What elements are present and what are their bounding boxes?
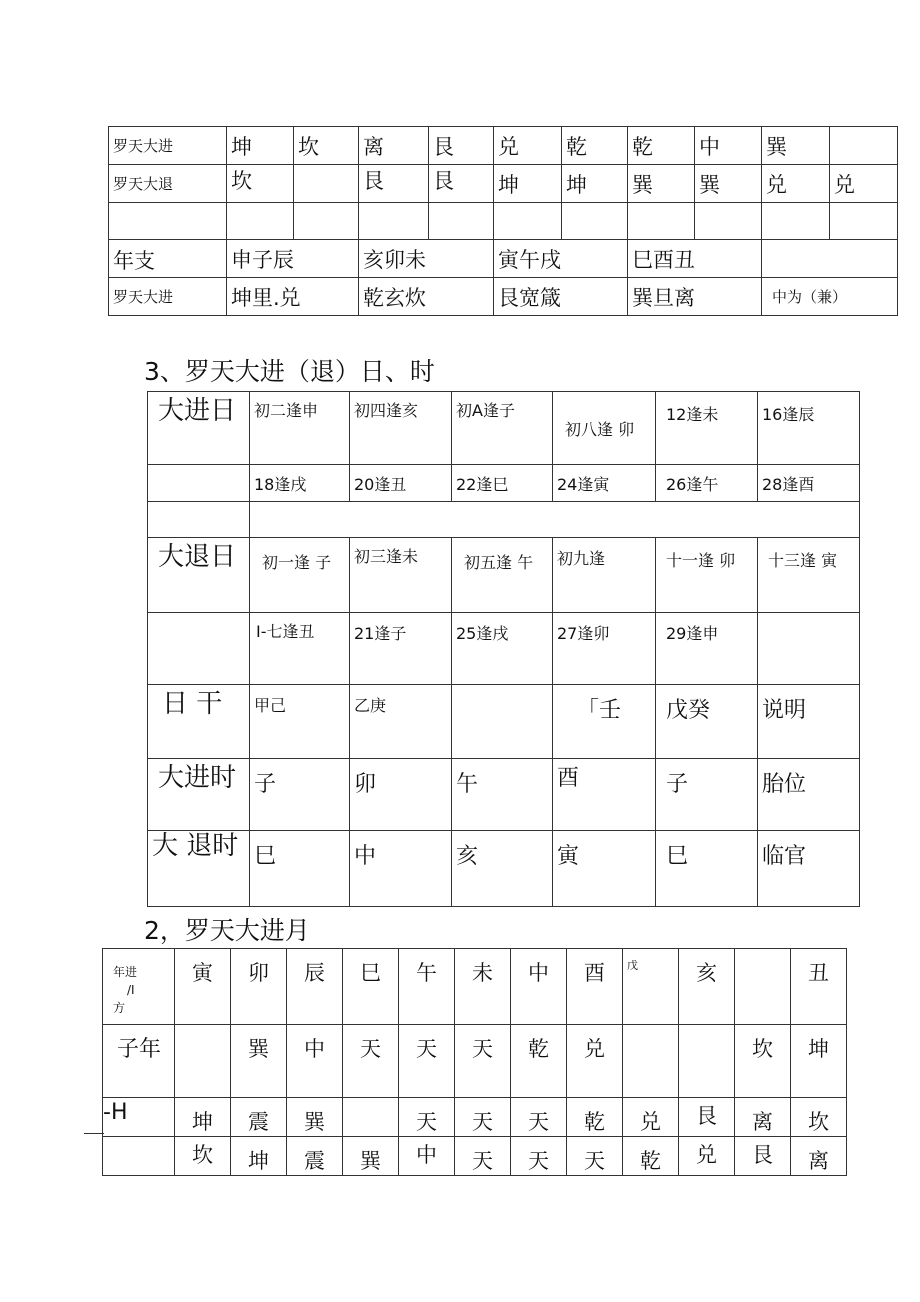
cell: 巽 [343,1137,399,1176]
cell: I-七逢丑 [250,613,350,685]
empty-cell [148,502,250,538]
cell: 中 [350,831,452,907]
jin-ri-row-2 [148,465,860,502]
cell: 戊癸 [656,685,758,759]
cell: 初一逢 子 [250,538,350,613]
cell: 巽旦离 [628,278,762,316]
cell: 天 [567,1137,623,1176]
cell: 12逢未 [656,392,758,465]
cell: 艮 [429,127,494,165]
tui-ri-label: 大退日 [148,538,250,613]
cell: 震 [287,1137,343,1176]
cell: 坤里.兑 [227,278,359,316]
cell [762,240,898,278]
cell: 20逢丑 [350,465,452,502]
section3-heading: 3、罗天大进（退）日、时 [144,357,435,386]
ri-gan-row [148,685,860,759]
table1-row-jin [109,127,898,165]
cell: 离 [791,1137,847,1176]
cell: 坎 [227,165,294,203]
cell: 天 [511,1137,567,1176]
cell: 乾玄炊 [359,278,494,316]
cell: 22逢巳 [452,465,553,502]
row-label: 罗天大退 [109,165,227,203]
cell: 巽 [762,127,830,165]
corner-line: 年进 [113,965,138,979]
empty-cell [109,203,227,240]
cell: 寅午戌 [494,240,628,278]
cell: 临官 [758,831,860,907]
cell: 巽 [231,1025,287,1098]
cell [830,127,898,165]
cell: 乾 [567,1098,623,1137]
tui-shi-row [148,831,860,907]
tui-ri-row-1 [148,538,860,613]
cell: 21逢子 [350,613,452,685]
cell: 巳酉丑 [628,240,762,278]
row-4 [103,1137,847,1176]
cell: 坤 [494,165,562,203]
cell: 中 [287,1025,343,1098]
cell: 初三逢未 [350,538,452,613]
cell [679,1025,735,1098]
month-cell: 未 [455,949,511,1025]
cell: 28逢酉 [758,465,860,502]
cell: 初八逢 卯 [553,392,656,465]
month-cell: 中 [511,949,567,1025]
cell: 坎 [294,127,359,165]
tui-ri-row-2 [148,613,860,685]
cell: 申子辰 [227,240,359,278]
cell: 中为（兼） [762,278,898,316]
empty-cell [294,203,359,240]
cell: 艮 [359,165,429,203]
cell: 26逢午 [656,465,758,502]
cell: 午 [452,759,553,831]
spacer-row [148,502,860,538]
cell: 天 [455,1137,511,1176]
cell: 巳 [656,831,758,907]
jin-shi-row [148,759,860,831]
cell: 酉 [553,759,656,831]
jin-ri-row-1 [148,392,860,465]
corner-cell [103,949,175,1025]
cell: 说明 [758,685,860,759]
cell [343,1098,399,1137]
cell: 坎 [791,1098,847,1137]
cell: 坤 [175,1098,231,1137]
cell: 27逢卯 [553,613,656,685]
cell: 震 [231,1098,287,1137]
cell: 十一逢 卯 [656,538,758,613]
month-cell: 午 [399,949,455,1025]
cell: 亥 [452,831,553,907]
cell: 巳 [250,831,350,907]
cell: 艮 [429,165,494,203]
empty-cell [762,203,830,240]
empty-cell [628,203,695,240]
ri-gan-label: 日 干 [148,685,250,759]
cell: 兑 [830,165,898,203]
empty-cell [250,502,860,538]
cell: 乾 [562,127,628,165]
luotian-bagua-table [108,126,898,316]
cell: 「壬 [553,685,656,759]
cell: 艮 [735,1137,791,1176]
month-cell: 丑 [791,949,847,1025]
cell [452,685,553,759]
table1-row-nianzhi [109,240,898,278]
empty-cell [429,203,494,240]
jin-ri-label: 大进日 [148,392,250,465]
cell: 初九逢 [553,538,656,613]
cell: 子 [250,759,350,831]
row-3 [103,1098,847,1137]
cell [175,1025,231,1098]
divider-line [84,1133,104,1134]
empty-cell [562,203,628,240]
cell: 坤 [227,127,294,165]
year-label: 子年 [103,1025,175,1098]
cell: 寅 [553,831,656,907]
cell: 天 [511,1098,567,1137]
empty-cell [830,203,898,240]
cell: 18逢戌 [250,465,350,502]
cell: 初四逢亥 [350,392,452,465]
month-cell: 寅 [175,949,231,1025]
cell: 天 [343,1025,399,1098]
month-cell: 卯 [231,949,287,1025]
jin-month-table [102,948,847,1176]
cell: 甲己 [250,685,350,759]
row-label: 罗天大进 [109,127,227,165]
cell: 十三逢 寅 [758,538,860,613]
cell: 卯 [350,759,452,831]
cell: 子 [656,759,758,831]
cell: 29逢申 [656,613,758,685]
month-header-row [103,949,847,1025]
cell: 初五逢 午 [452,538,553,613]
corner-line: 方 [113,1001,126,1015]
jin-shi-label: 大进时 [148,759,250,831]
empty-cell [359,203,429,240]
empty-cell [494,203,562,240]
cell: 兑 [679,1137,735,1176]
cell: 天 [399,1025,455,1098]
cell: 坤 [231,1137,287,1176]
cell: 中 [399,1137,455,1176]
cell: 乾 [511,1025,567,1098]
cell: 乾 [623,1137,679,1176]
cell: 兑 [567,1025,623,1098]
cell: 巽 [287,1098,343,1137]
cell: 天 [455,1025,511,1098]
month-cell: 亥 [679,949,735,1025]
month-cell [735,949,791,1025]
cell: 初二逢申 [250,392,350,465]
empty-cell [227,203,294,240]
cell: 艮 [679,1098,735,1137]
cell: 坤 [562,165,628,203]
corner-line: /I [127,983,135,997]
month-cell: 巳 [343,949,399,1025]
month-cell: 辰 [287,949,343,1025]
cell: 巽 [695,165,762,203]
cell: 离 [735,1098,791,1137]
cell: 兑 [494,127,562,165]
cell: 坤 [791,1025,847,1098]
cell: 艮宽箴 [494,278,628,316]
empty-cell [695,203,762,240]
cell: 坎 [175,1137,231,1176]
cell: 兑 [762,165,830,203]
cell: 25逢戌 [452,613,553,685]
row-label: 年支 [109,240,227,278]
cell: 16逢辰 [758,392,860,465]
cell: 兑 [623,1098,679,1137]
tui-shi-label: 大 退时 [148,831,250,907]
cell: 亥卯未 [359,240,494,278]
month-cell: 戊 [623,949,679,1025]
jin-tui-day-hour-table [147,391,860,907]
cell: 天 [455,1098,511,1137]
table1-row-empty [109,203,898,240]
cell: 离 [359,127,429,165]
month-cell: 酉 [567,949,623,1025]
cell: 24逢寅 [553,465,656,502]
cell: 天 [399,1098,455,1137]
table1-row-jin2 [109,278,898,316]
empty-cell [148,465,250,502]
section2-heading: 2，罗天大进月 [144,916,310,945]
cell [758,613,860,685]
cell: 乾 [628,127,695,165]
row-label: -H [103,1098,175,1137]
zi-year-row [103,1025,847,1098]
empty-cell [148,613,250,685]
row-label: 罗天大进 [109,278,227,316]
cell: 中 [695,127,762,165]
cell: 巽 [628,165,695,203]
cell: 初A逢子 [452,392,553,465]
cell: 乙庚 [350,685,452,759]
cell: 胎位 [758,759,860,831]
row-label [103,1137,175,1176]
table1-row-tui [109,165,898,203]
cell [294,165,359,203]
cell [623,1025,679,1098]
cell: 坎 [735,1025,791,1098]
